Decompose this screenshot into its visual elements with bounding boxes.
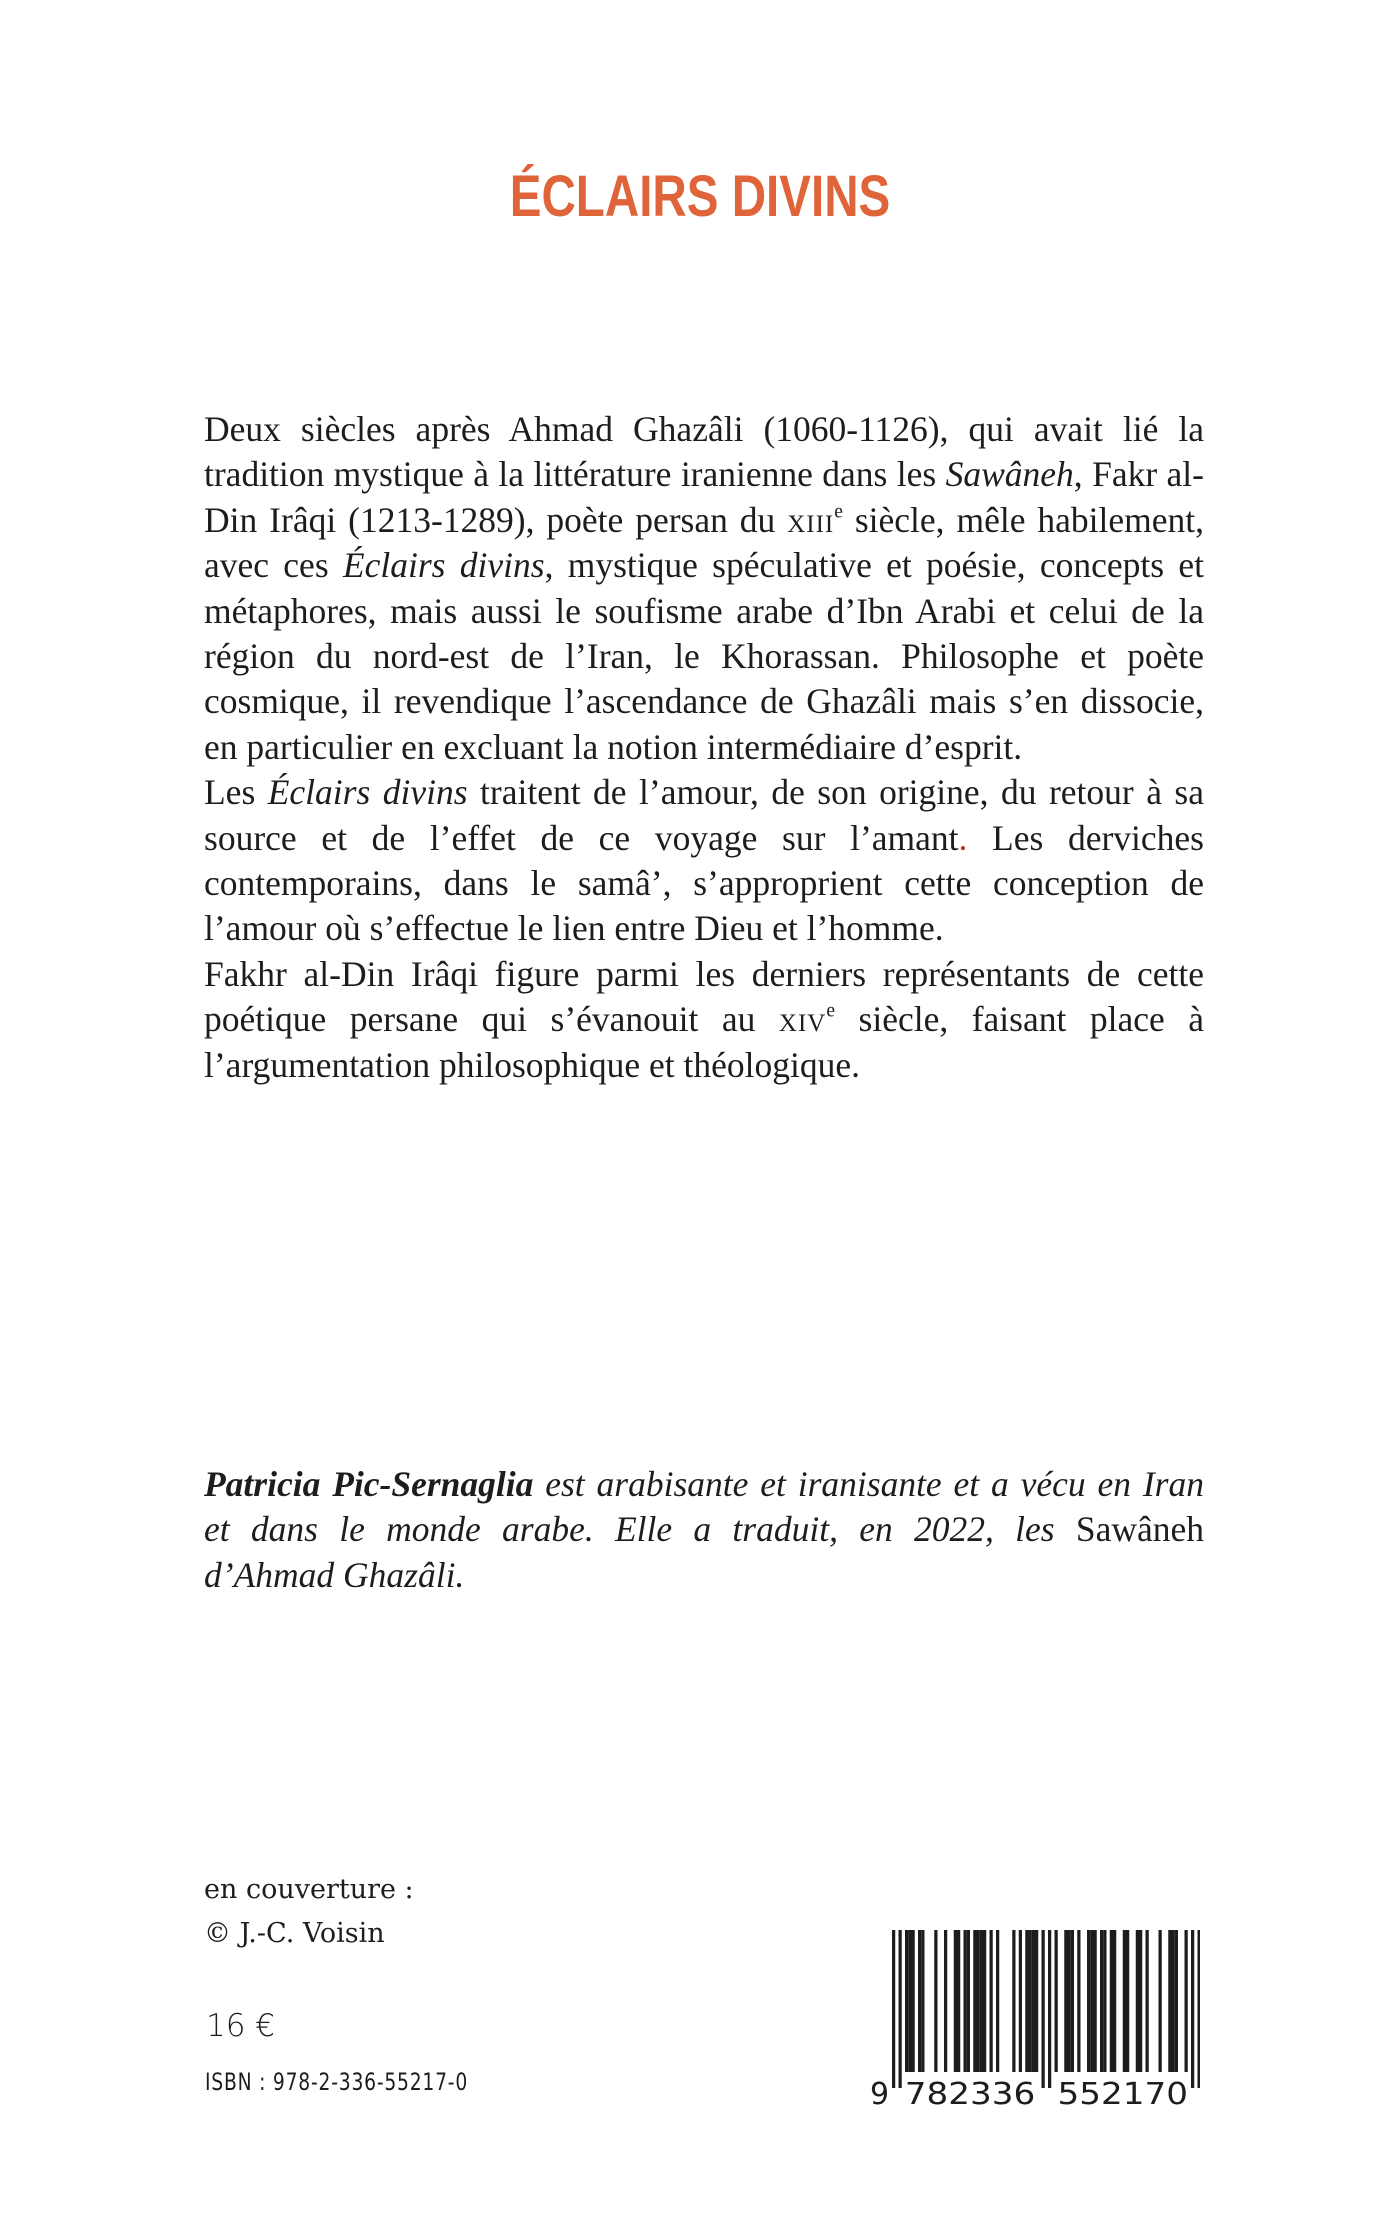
barcode-bar	[1175, 1930, 1178, 2072]
blurb-text: traitent de l’amour, de son origine, du retour à sa source et de l’effet de ce voyage sur l’amant	[204, 772, 1204, 858]
translator-name: Patricia Pic-Sernaglia	[204, 1464, 534, 1504]
barcode-bar	[912, 1930, 915, 2072]
barcode-bar	[1103, 1930, 1106, 2072]
barcode-bar	[1146, 1930, 1149, 2072]
work-title-eclairs: Éclairs divins	[342, 545, 545, 586]
blurb-text: , Fakr al-Din Irâqi (1213-1289), poète persan du	[204, 454, 1204, 540]
blurb-text: Fakhr al-Din Irâqi figure parmi les derniers représentants de cette poétique persane qui s’évanouit au	[204, 953, 1204, 1040]
barcode-bar	[1035, 1930, 1038, 2072]
barcode-bar	[1032, 1930, 1035, 2072]
barcode-bar	[983, 1930, 986, 2072]
barcode-guard-bar	[899, 1930, 902, 2088]
barcode-bar	[973, 1930, 976, 2072]
back-cover-blurb	[204, 407, 1204, 1088]
translator-bio	[204, 1462, 1204, 1598]
barcode-bar	[1012, 1930, 1015, 2072]
barcode-bar	[908, 1930, 911, 2072]
barcode-guard-bar	[1191, 1930, 1194, 2088]
barcode-bar	[990, 1930, 993, 2072]
barcode-right-digits: 552170	[1057, 2077, 1188, 2112]
barcode-bar	[1110, 1930, 1113, 2072]
barcode-bar	[996, 1930, 999, 2072]
barcode-bar	[1068, 1930, 1071, 2072]
isbn: ISBN : 978-2-336-55217-0	[205, 2068, 469, 2096]
price: 16 €	[206, 2008, 276, 2044]
red-period: .	[958, 817, 968, 858]
cover-credit-label: en couverture :	[204, 1874, 414, 1905]
barcode-bar	[1185, 1930, 1188, 2072]
work-title-sawaneh: Sawâneh	[945, 454, 1074, 495]
bio-text: d’Ahmad Ghazâli.	[204, 1554, 465, 1595]
barcode-bar	[1090, 1930, 1093, 2072]
barcode-bar	[1077, 1930, 1080, 2072]
barcode-guard-bar	[1198, 1930, 1201, 2088]
work-title-sawaneh: Sawâneh	[1075, 1509, 1204, 1550]
barcode-bar	[1168, 1930, 1171, 2072]
barcode-graphic	[870, 1922, 1200, 2112]
blurb-text: Les derviches contemporains, dans le samâ’, s’approprient cette conception de l’amour où s’effectue le lien entre Dieu et l’homme.	[204, 817, 1204, 949]
barcode-bar	[1019, 1930, 1022, 2072]
blurb-text: siècle, mêle habilement, avec ces	[204, 499, 1204, 586]
barcode-guard-bar	[1042, 1930, 1045, 2088]
barcode-first-digit: 9	[870, 2077, 890, 2112]
barcode-bar	[1087, 1930, 1090, 2072]
barcode-bar	[918, 1930, 921, 2072]
barcode-bar	[1159, 1930, 1162, 2072]
cover-credit-photographer: © J.-C. Voisin	[204, 1918, 385, 1949]
blurb-paragraph-1	[204, 407, 1204, 770]
isbn-barcode	[870, 1922, 1200, 2112]
barcode-bar	[1136, 1930, 1139, 2072]
blurb-text: siècle, faisant place à l’argumentation philosophique et théologique.	[204, 999, 1204, 1085]
barcode-bar	[921, 1930, 924, 2072]
barcode-bar	[967, 1930, 970, 2072]
barcode-bar	[1094, 1930, 1097, 2072]
barcode-bar	[954, 1930, 957, 2072]
barcode-bar	[1029, 1930, 1032, 2072]
book-title: ÉCLAIRS DIVINS	[509, 164, 891, 229]
barcode-left-digits: 782336	[904, 2077, 1036, 2112]
ordinal-suffix: e	[834, 501, 843, 523]
barcode-bar	[980, 1930, 983, 2072]
barcode-bar	[1123, 1930, 1126, 2072]
blurb-paragraph-2	[204, 770, 1204, 952]
century-numeral: xiii	[787, 499, 835, 540]
barcode-bar	[934, 1930, 937, 2072]
barcode-bar	[1025, 1930, 1028, 2072]
barcode-bar	[1100, 1930, 1103, 2072]
blurb-text: , mystique spéculative et poésie, concepts et métaphores, mais aussi le soufisme arabe d’Ibn Arabi et celui de la région du nord-est de l’Iran, le Khorassan. Philosophe et poète cosmique, il revendique l’ascendance de Ghazâli mais s’en dissocie, en particulier en excluant la notion intermédiaire d’esprit.	[204, 545, 1204, 767]
barcode-bar	[1055, 1930, 1058, 2072]
century-numeral: xiv	[778, 999, 827, 1040]
barcode-bar	[1126, 1930, 1129, 2072]
work-title-eclairs: Éclairs divins	[267, 772, 468, 813]
barcode-bar	[1172, 1930, 1175, 2072]
barcode-bar	[1064, 1930, 1067, 2072]
barcode-bar	[977, 1930, 980, 2072]
barcode-bar	[1139, 1930, 1142, 2072]
blurb-paragraph-3	[204, 952, 1204, 1088]
barcode-bar	[1113, 1930, 1116, 2072]
barcode-bar	[905, 1930, 908, 2072]
barcode-bar	[957, 1930, 960, 2072]
barcode-guard-bar	[1048, 1930, 1051, 2088]
barcode-bar	[1071, 1930, 1074, 2072]
blurb-text: Les	[204, 772, 268, 813]
barcode-guard-bar	[892, 1930, 895, 2088]
bio-text: est arabisante et iranisante et a vécu en Iran et dans le monde arabe. Elle a traduit, en 2022, les	[204, 1464, 1204, 1550]
barcode-bar	[944, 1930, 947, 2072]
cover-credit	[204, 1868, 414, 1956]
blurb-text: Deux siècles après Ahmad Ghazâli (1060-1126), qui avait lié la tradition mystique à la littérature iranienne dans les	[204, 409, 1204, 495]
ordinal-suffix: e	[826, 1000, 836, 1022]
barcode-bar	[964, 1930, 967, 2072]
